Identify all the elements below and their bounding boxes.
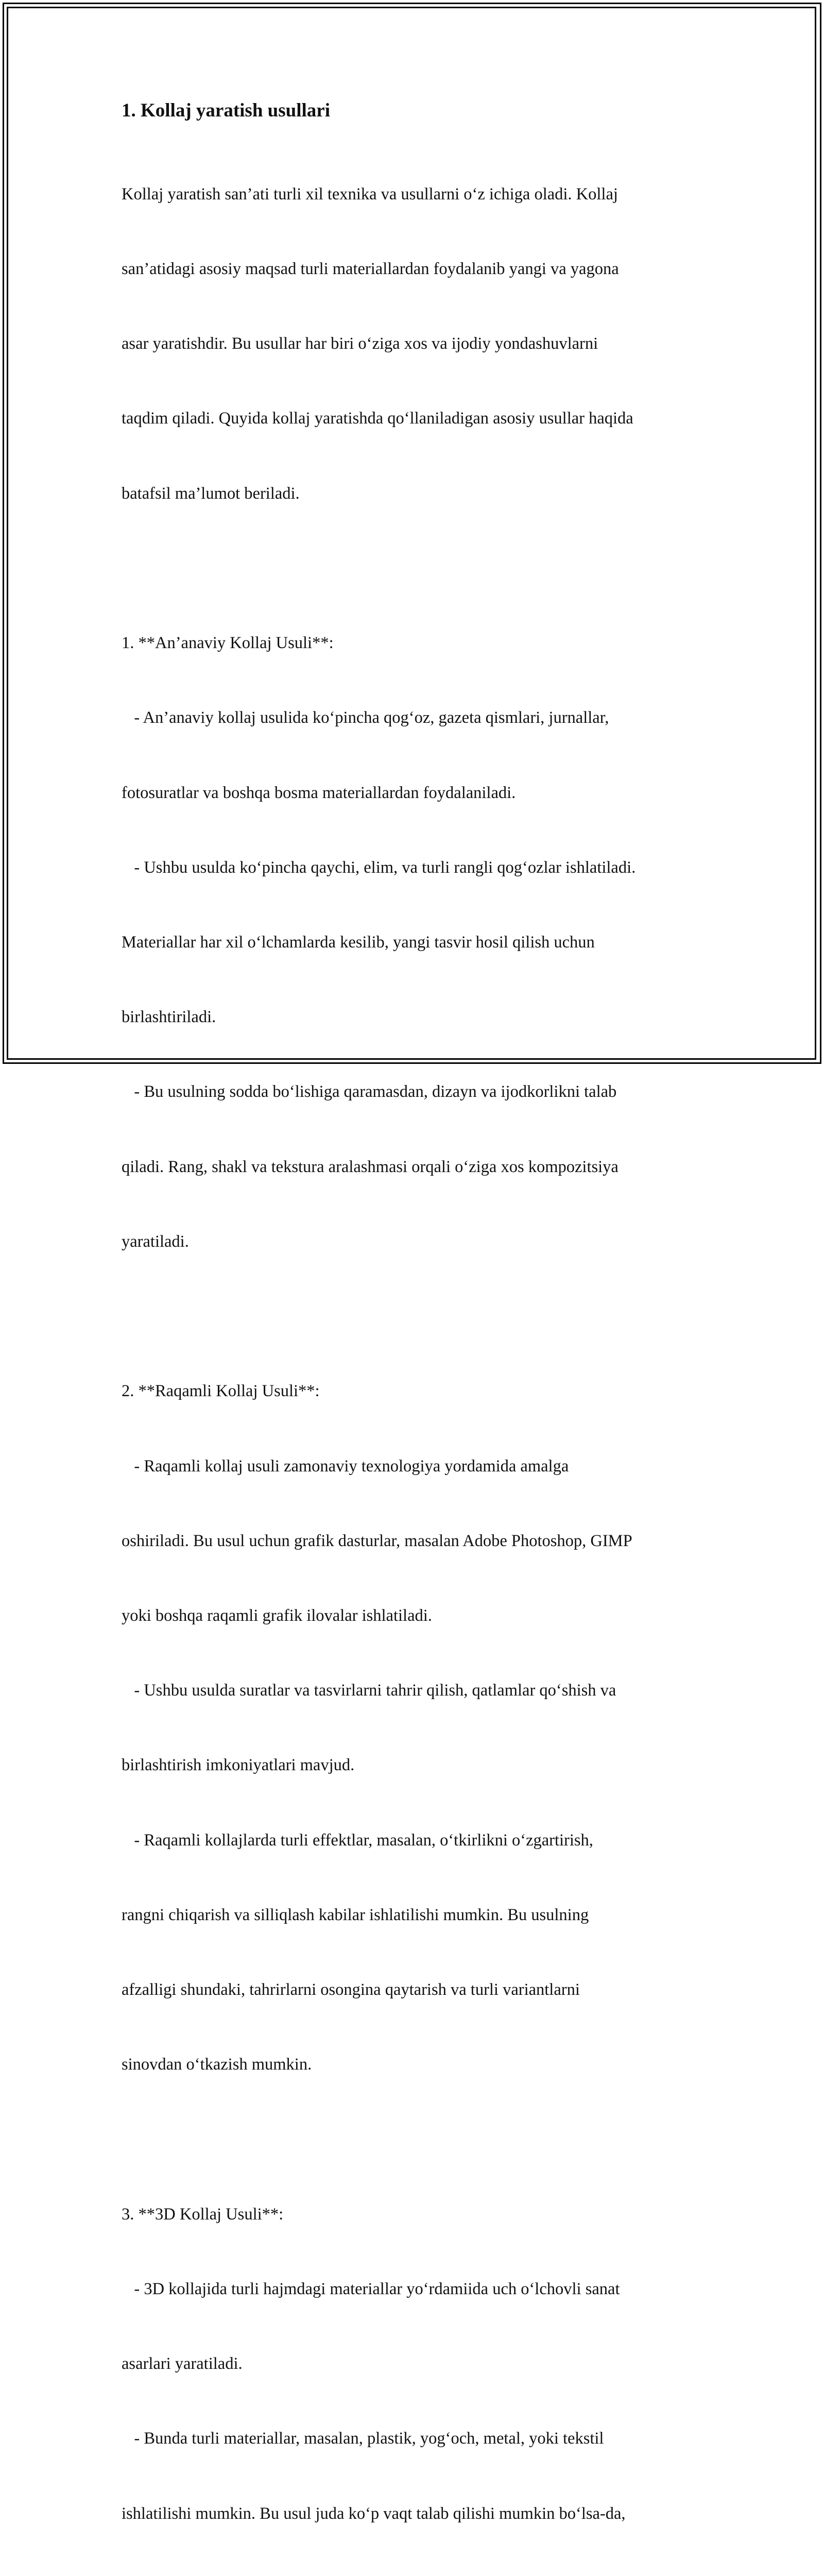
section-line: Materiallar har xil o‘lchamlarda kesilib, yangi tasvir hosil qilish uchun — [122, 930, 709, 955]
section-line: - Raqamli kollaj usuli zamonaviy texnologiya yordamida amalga — [122, 1454, 709, 1479]
section-line: birlashtirish imkoniyatlari mavjud. — [122, 1753, 709, 1777]
section-line: - Ushbu usulda suratlar va tasvirlarni tahrir qilish, qatlamlar qo‘shish va — [122, 1678, 709, 1703]
section-line: - Bunda turli materiallar, masalan, plastik, yog‘och, metal, yoki tekstil — [122, 2426, 709, 2451]
section-line: - 3D kollajida turli hajmdagi materiallar yo‘rdamiida uch o‘lchovli sanat — [122, 2277, 709, 2301]
intro-line: Kollaj yaratish san’ati turli xil texnika va usullarni o‘z ichiga oladi. Kollaj — [122, 182, 709, 207]
document-title: 1. Kollaj yaratish usullari — [122, 96, 709, 126]
section-line: oshiriladi. Bu usul uchun grafik dasturlar, masalan Adobe Photoshop, GIMP — [122, 1529, 709, 1553]
section-line: - Bu usulning sodda bo‘lishiga qaramasdan, dizayn va ijodkorlikni talab — [122, 1079, 709, 1104]
section-line: afzalligi shundaki, tahrirlarni osongina qaytarish va turli variantlarni — [122, 1977, 709, 2002]
intro-line: taqdim qiladi. Quyida kollaj yaratishda qo‘llaniladigan asosiy usullar haqida — [122, 406, 709, 431]
section-digital — [122, 1329, 709, 2127]
section-heading: 2. **Raqamli Kollaj Usuli**: — [122, 1379, 709, 1403]
document-body — [122, 96, 709, 2576]
section-line: sinovdan o‘tkazish mumkin. — [122, 2052, 709, 2077]
paragraph-gap — [122, 1304, 709, 1329]
intro-line: asar yaratishdir. Bu usullar har biri o‘ziga xos va ijodiy yondashuvlarni — [122, 331, 709, 356]
section-line: qiladi. Rang, shakl va tekstura aralashmasi orqali o‘ziga xos kompozitsiya — [122, 1155, 709, 1179]
section-line: asarlari yaratiladi. — [122, 2351, 709, 2376]
section-line: yoki boshqa raqamli grafik ilovalar ishlatiladi. — [122, 1603, 709, 1628]
section-line: ishlatilishi mumkin. Bu usul juda ko‘p vaqt talab qilishi mumkin bo‘lsa-da, — [122, 2501, 709, 2526]
section-line: - Ushbu usulda ko‘pincha qaychi, elim, va turli rangli qog‘ozlar ishlatiladi. — [122, 855, 709, 880]
section-traditional — [122, 581, 709, 1304]
section-heading: 1. **An’anaviy Kollaj Usuli**: — [122, 631, 709, 655]
intro-paragraph — [122, 132, 709, 556]
section-line: yaratiladi. — [122, 1229, 709, 1254]
intro-line: batafsil ma’lumot beriladi. — [122, 481, 709, 506]
section-line: rangni chiqarish va silliqlash kabilar ishlatilishi mumkin. Bu usulning — [122, 1903, 709, 1927]
section-line: - An’anaviy kollaj usulida ko‘pincha qog‘oz, gazeta qismlari, jurnallar, — [122, 705, 709, 730]
paragraph-gap — [122, 556, 709, 581]
section-line: fotosuratlar va boshqa bosma materiallardan foydalaniladi. — [122, 781, 709, 805]
section-line: - Raqamli kollajlarda turli effektlar, masalan, o‘tkirlikni o‘zgartirish, — [122, 1828, 709, 1853]
section-line: birlashtiriladi. — [122, 1005, 709, 1029]
section-3d — [122, 2152, 709, 2576]
intro-line: san’atidagi asosiy maqsad turli materiallardan foydalanib yangi va yagona — [122, 257, 709, 281]
paragraph-gap — [122, 2127, 709, 2151]
section-heading: 3. **3D Kollaj Usuli**: — [122, 2202, 709, 2227]
